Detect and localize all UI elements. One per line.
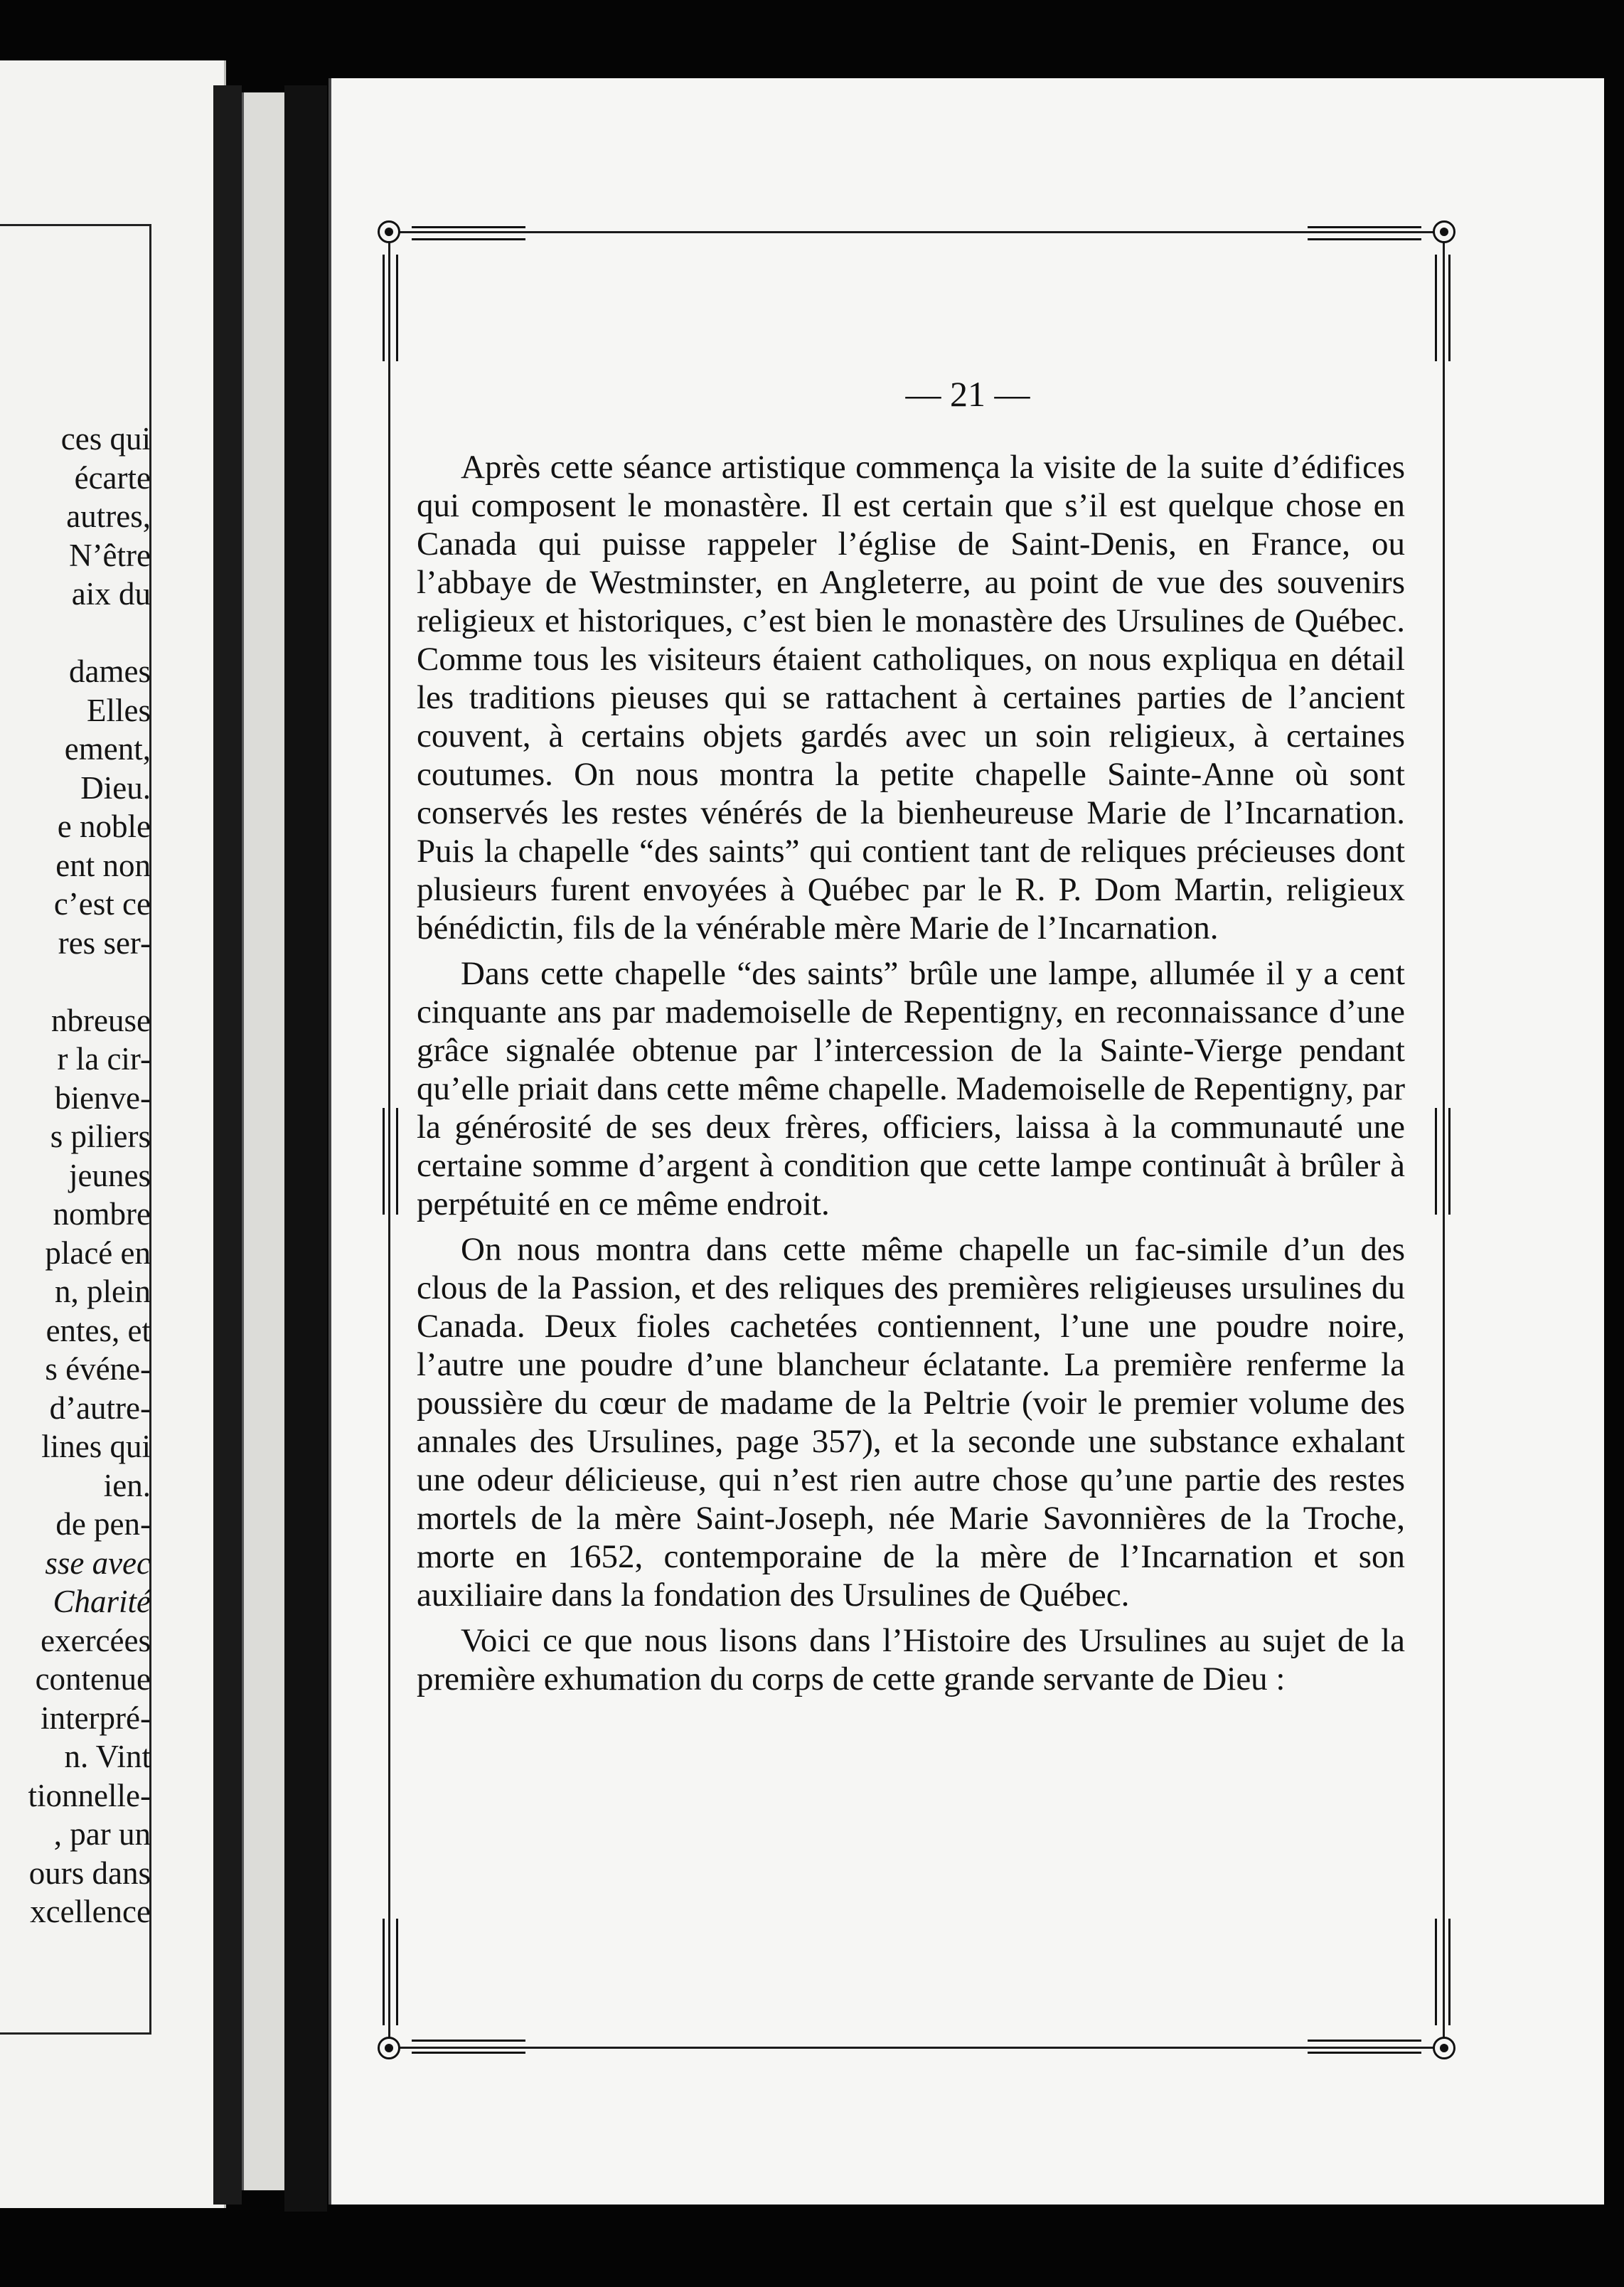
left-page-line: interpré- <box>41 1700 151 1736</box>
left-page-line <box>0 614 151 653</box>
left-page-line: n. Vint <box>64 1739 151 1774</box>
left-page-line: bienve- <box>55 1079 151 1116</box>
side-ornament-icon <box>383 1919 398 2025</box>
left-page-line: exercées <box>41 1622 151 1658</box>
left-page-line: xcellence <box>30 1894 151 1929</box>
left-page-line: Charité <box>53 1584 151 1619</box>
corner-ornament-icon <box>378 2037 400 2059</box>
side-ornament-icon <box>1435 255 1451 361</box>
left-page-line: écarte <box>74 459 151 496</box>
left-page-line: nbreuse <box>51 1002 151 1038</box>
paragraph: On nous montra dans cette même chapelle un fac-simile d’un des clous de la Passion, et des reliques des premières religieuses ursulines du Canada. Deux fioles cachetées contiennent, l’une une poudre noire, l’autre une poudre d’une blancheur éclatante. La première renferme la poussière du cœur de madame de la Peltrie (voir le premier volume des annales des Ursulines, page 357), et la seconde une substance exhalant une odeur délicieuse, qui n’est rien autre chose qu’une partie des restes mortels de la mère Saint-Joseph, née Marie Savonnières de la Troche, morte en 1652, contemporaine de la mère de l’Incarnation et son auxiliaire dans la fondation des Ursulines de Québec. <box>417 1231 1405 1614</box>
side-ornament-icon <box>1435 1919 1451 2025</box>
main-page <box>328 78 1604 2205</box>
corner-ornament-icon <box>378 220 400 243</box>
rule-ornament-icon <box>412 226 525 240</box>
left-page-line: d’autre- <box>49 1390 151 1426</box>
left-page-line: sse avec <box>45 1545 151 1581</box>
left-page-line: n, plein <box>55 1274 151 1309</box>
left-page-line: Dieu. <box>80 769 151 806</box>
left-page-line: , par un <box>53 1816 151 1852</box>
rule-ornament-icon <box>412 2040 525 2054</box>
left-page-line: Elles <box>87 692 151 728</box>
left-page-line: res ser- <box>58 924 151 961</box>
page-edge <box>242 92 287 2190</box>
left-page-line: tionnelle- <box>28 1777 151 1813</box>
left-page-text <box>0 420 151 1931</box>
left-page-line: N’être <box>69 537 151 573</box>
left-page-line: e noble <box>57 809 151 844</box>
left-page-line: s piliers <box>50 1119 151 1154</box>
paragraph: Dans cette chapelle “des saints” brûle une lampe, allumée il y a cent cinquante ans par mademoiselle de Repentigny, en reconnaissance d’une grâce signalée obtenue par l’intercession de la Sainte-Vierge pendant qu’elle priait dans cette même chapelle. Mademoiselle de Repentigny, par la générosité de ses deux frères, officiers, laissa à la communauté une certaine somme d’argent à condition que cette lampe continuât à brûler à perpétuité en ce même endroit. <box>417 955 1405 1222</box>
left-page-line <box>0 962 151 1001</box>
left-page-line: ent non <box>55 847 151 883</box>
spine-shadow <box>213 85 242 2205</box>
paragraph: Voici ce que nous lisons dans l’Histoire des Ursulines au sujet de la première exhumation du corps de cette grande servante de Dieu : <box>417 1622 1405 1697</box>
rule-ornament-icon <box>1308 2040 1421 2054</box>
left-page-line: entes, et <box>46 1312 151 1348</box>
left-page-fragment <box>0 60 226 2208</box>
left-page-line: ces qui <box>60 421 151 457</box>
side-ornament-icon <box>1435 1108 1451 1215</box>
left-page-line: contenue <box>35 1661 151 1697</box>
corner-ornament-icon <box>1433 220 1455 243</box>
left-page-line: autres, <box>66 499 151 534</box>
left-page-line: ours dans <box>28 1855 151 1891</box>
left-page-line: de pen- <box>55 1506 151 1542</box>
left-page-line: r la cir- <box>57 1041 151 1077</box>
corner-ornament-icon <box>1433 2037 1455 2059</box>
left-page-line: jeunes <box>69 1157 151 1193</box>
left-page-line: ement, <box>64 731 151 767</box>
page-number: — 21 — <box>905 374 1030 414</box>
paragraph: Après cette séance artistique commença la visite de la suite d’édifices qui composent le monastère. Il est certain que s’il est quelque chose en Canada qui puisse rappeler l’église de Saint-Denis, en France, ou l’abbaye de Westminster, en Angleterre, au point de vue des souvenirs religieux et historiques, c’est bien le monastère des Ursulines de Québec. Comme tous les visiteurs étaient catholiques, on nous expliqua en détail les traditions pieuses qui se rattachent à certaines parties de l’ancient couvent, à certains objets gardés avec un soin religieux, à certaines coutumes. On nous montra la petite chapelle Sainte-Anne où sont conservés les restes vénérés de la bienheureuse Marie de l’Incarnation. Puis la chapelle “des saints” qui contient tant de reliques précieuses dont plusieurs furent envoyées à Québec par le R. P. Dom Martin, religieux bénédictin, fils de la vénérable mère Marie de l’Incarnation. <box>417 449 1405 947</box>
side-ornament-icon <box>383 1108 398 1215</box>
left-page-line: aix du <box>71 576 151 612</box>
rule-ornament-icon <box>1308 226 1421 240</box>
side-ornament-icon <box>383 255 398 361</box>
body-text <box>417 448 1405 1698</box>
left-page-line: c’est ce <box>53 886 151 922</box>
left-page-line: lines qui <box>41 1429 151 1464</box>
gutter-shadow <box>284 85 327 2212</box>
left-page-line: s événe- <box>45 1351 151 1387</box>
left-page-line: dames <box>69 654 151 689</box>
left-page-line: ien. <box>103 1467 151 1503</box>
left-page-line: nombre <box>53 1196 151 1232</box>
left-page-line: placé en <box>45 1235 151 1271</box>
